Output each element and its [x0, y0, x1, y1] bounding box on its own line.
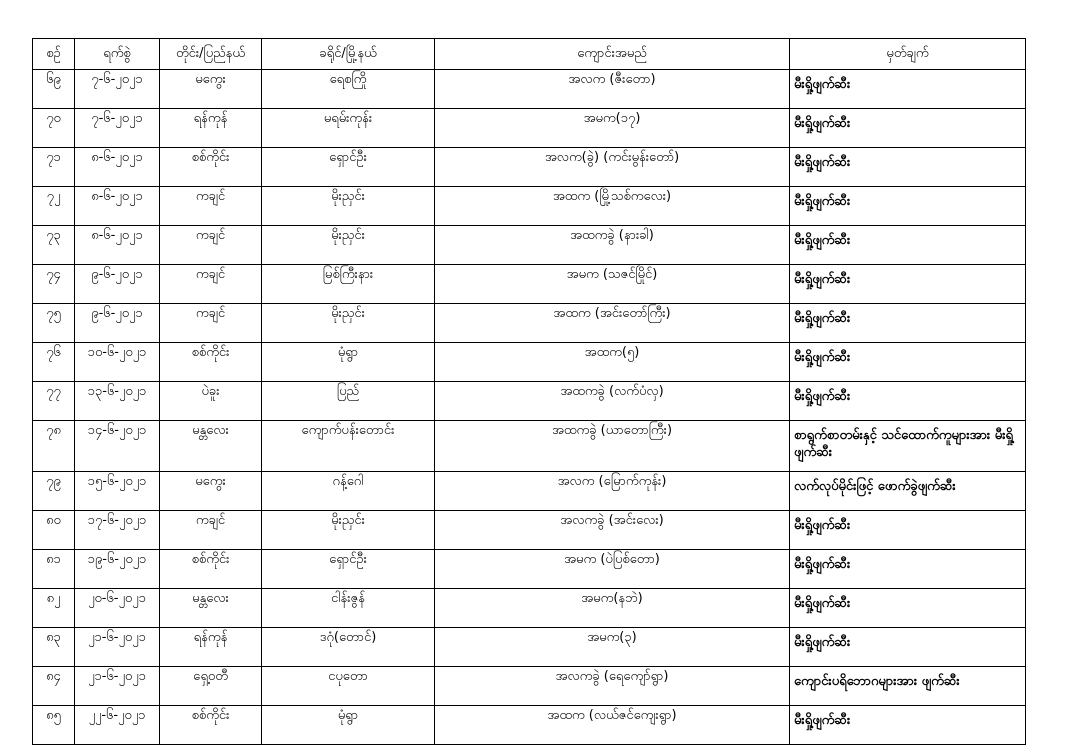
table-row: [33, 304, 1026, 343]
records-table: [32, 38, 1026, 745]
cell-region: ရန်ကုန်: [160, 628, 262, 667]
cell-date: ၁၄-၆-၂၀၂၁: [75, 421, 160, 472]
cell-no: ၇၈: [33, 421, 75, 472]
cell-township: ရှောင်ဦး: [262, 550, 435, 589]
cell-school: အထက (အင်းတော်ကြီး): [435, 304, 790, 343]
cell-school: အမက(၁၇): [435, 109, 790, 148]
cell-remark: ကျောင်းပရိဘောဂများအား ဖျက်ဆီး: [790, 667, 1026, 706]
cell-school: အထကခွဲ (ယာတောကြီး): [435, 421, 790, 472]
cell-region: ကချင်: [160, 511, 262, 550]
cell-township: ငါန်းဇွန်: [262, 589, 435, 628]
cell-region: စစ်ကိုင်း: [160, 550, 262, 589]
cell-no: ၈၂: [33, 589, 75, 628]
cell-no: ၇၀: [33, 109, 75, 148]
cell-school: အမက(နဘဲ): [435, 589, 790, 628]
cell-region: မကွေး: [160, 70, 262, 109]
cell-date: ၈-၆-၂၀၂၁: [75, 226, 160, 265]
cell-township: မိုးညှင်း: [262, 511, 435, 550]
cell-date: ၂၂-၆-၂၀၂၁: [75, 706, 160, 745]
cell-remark: မီးရှို့ဖျက်ဆီး: [790, 550, 1026, 589]
cell-remark: မီးရှို့ဖျက်ဆီး: [790, 226, 1026, 265]
cell-region: စစ်ကိုင်း: [160, 706, 262, 745]
cell-township: ရေစကြို: [262, 70, 435, 109]
cell-township: ပြည်: [262, 382, 435, 421]
table-row: [33, 589, 1026, 628]
cell-date: ၈-၆-၂၀၂၁: [75, 187, 160, 226]
table-row: [33, 511, 1026, 550]
cell-school: အလက (ဇီးတော): [435, 70, 790, 109]
table-row: [33, 472, 1026, 511]
table-body: [33, 70, 1026, 745]
cell-remark: လက်လုပ်မိုင်းဖြင့် ဖောက်ခွဲဖျက်ဆီး: [790, 472, 1026, 511]
cell-no: ၇၆: [33, 343, 75, 382]
cell-region: ပဲခူး: [160, 382, 262, 421]
table-row: [33, 628, 1026, 667]
cell-remark: မီးရှို့ဖျက်ဆီး: [790, 265, 1026, 304]
cell-date: ၇-၆-၂၀၂၁: [75, 70, 160, 109]
cell-no: ၇၃: [33, 226, 75, 265]
cell-no: ၆၉: [33, 70, 75, 109]
cell-region: ရန်ကုန်: [160, 109, 262, 148]
header-remark: မှတ်ချက်: [790, 39, 1026, 70]
cell-township: မုံရွာ: [262, 343, 435, 382]
table-row: [33, 550, 1026, 589]
cell-school: အလက(ခွဲ) (ကင်းမွန်းတော်): [435, 148, 790, 187]
cell-date: ၈-၆-၂၀၂၁: [75, 148, 160, 187]
cell-remark: မီးရှို့ဖျက်ဆီး: [790, 511, 1026, 550]
cell-no: ၈၅: [33, 706, 75, 745]
header-township: ခရိုင်/မြို့နယ်: [262, 39, 435, 70]
cell-remark: စာရွက်စာတမ်းနှင့် သင်ထောက်ကူများအား မီးရှို့ဖျက်ဆီး: [790, 421, 1026, 472]
cell-date: ၁၉-၆-၂၀၂၁: [75, 550, 160, 589]
cell-region: ကချင်: [160, 265, 262, 304]
cell-remark: မီးရှို့ဖျက်ဆီး: [790, 628, 1026, 667]
cell-date: ၁၃-၆-၂၀၂၁: [75, 382, 160, 421]
cell-township: ရှောင်ဦး: [262, 148, 435, 187]
cell-region: စစ်ကိုင်း: [160, 148, 262, 187]
cell-township: မိုးညှင်း: [262, 226, 435, 265]
cell-region: ရှေ့ဝတီ: [160, 667, 262, 706]
cell-township: မိုးညှင်း: [262, 187, 435, 226]
cell-school: အလက (မြောက်ကုန်း): [435, 472, 790, 511]
cell-school: အထက (မြို့သစ်ကလေး): [435, 187, 790, 226]
table-row: [33, 667, 1026, 706]
cell-no: ၇၇: [33, 382, 75, 421]
cell-remark: မီးရှို့ဖျက်ဆီး: [790, 70, 1026, 109]
cell-region: မန္တလေး: [160, 421, 262, 472]
cell-no: ၇၄: [33, 265, 75, 304]
cell-date: ၉-၆-၂၀၂၁: [75, 304, 160, 343]
cell-remark: မီးရှို့ဖျက်ဆီး: [790, 589, 1026, 628]
cell-region: မကွေး: [160, 472, 262, 511]
cell-no: ၇၁: [33, 148, 75, 187]
table-row: [33, 706, 1026, 745]
cell-no: ၇၂: [33, 187, 75, 226]
cell-no: ၈၃: [33, 628, 75, 667]
cell-date: ၁၀-၆-၂၀၂၁: [75, 343, 160, 382]
header-row: [33, 39, 1026, 70]
cell-school: အလကခွဲ (ရေကျော်ရွာ): [435, 667, 790, 706]
cell-school: အမက(၃): [435, 628, 790, 667]
cell-school: အမက (ပဲပြစ်တော): [435, 550, 790, 589]
cell-remark: မီးရှို့ဖျက်ဆီး: [790, 187, 1026, 226]
header-school: ကျောင်းအမည်: [435, 39, 790, 70]
table-row: [33, 148, 1026, 187]
cell-township: မရမ်းကုန်း: [262, 109, 435, 148]
cell-region: မန္တလေး: [160, 589, 262, 628]
cell-remark: မီးရှို့ဖျက်ဆီး: [790, 148, 1026, 187]
cell-date: ၂၁-၆-၂၀၂၁: [75, 667, 160, 706]
cell-no: ၈၀: [33, 511, 75, 550]
cell-remark: မီးရှို့ဖျက်ဆီး: [790, 304, 1026, 343]
cell-school: အထကခွဲ (လက်ပံလှ): [435, 382, 790, 421]
cell-township: မြစ်ကြီးနား: [262, 265, 435, 304]
cell-township: မုံရွာ: [262, 706, 435, 745]
cell-township: ဒဂုံ(တောင်): [262, 628, 435, 667]
cell-no: ၈၁: [33, 550, 75, 589]
cell-no: ၇၅: [33, 304, 75, 343]
header-date: ရက်စွဲ: [75, 39, 160, 70]
cell-region: ကချင်: [160, 226, 262, 265]
cell-no: ၇၉: [33, 472, 75, 511]
table-row: [33, 265, 1026, 304]
table-row: [33, 70, 1026, 109]
cell-no: ၈၄: [33, 667, 75, 706]
cell-region: ကချင်: [160, 304, 262, 343]
table-row: [33, 382, 1026, 421]
cell-remark: မီးရှို့ဖျက်ဆီး: [790, 109, 1026, 148]
table-row: [33, 343, 1026, 382]
header-region: တိုင်း/ပြည်နယ်: [160, 39, 262, 70]
table-row: [33, 421, 1026, 472]
cell-date: ၂၀-၆-၂၀၂၁: [75, 589, 160, 628]
table-row: [33, 187, 1026, 226]
cell-date: ၉-၆-၂၀၂၁: [75, 265, 160, 304]
cell-township: ကျောက်ပန်းတောင်း: [262, 421, 435, 472]
cell-school: အမက (သဇင်မြိုင်): [435, 265, 790, 304]
cell-date: ၂၁-၆-၂၀၂၁: [75, 628, 160, 667]
cell-township: မိုးညှင်း: [262, 304, 435, 343]
cell-remark: မီးရှို့ဖျက်ဆီး: [790, 382, 1026, 421]
cell-township: ဂန့်ဂေါ: [262, 472, 435, 511]
cell-region: ကချင်: [160, 187, 262, 226]
cell-region: စစ်ကိုင်း: [160, 343, 262, 382]
cell-remark: မီးရှို့ဖျက်ဆီး: [790, 343, 1026, 382]
cell-school: အလကခွဲ (အင်းလေး): [435, 511, 790, 550]
table-row: [33, 226, 1026, 265]
cell-school: အထက(၅): [435, 343, 790, 382]
cell-date: ၁၇-၆-၂၀၂၁: [75, 511, 160, 550]
cell-remark: မီးရှို့ဖျက်ဆီး: [790, 706, 1026, 745]
cell-school: အထက (လယ်ဇင်ကျေးရွာ): [435, 706, 790, 745]
cell-township: ငပုတော: [262, 667, 435, 706]
cell-date: ၇-၆-၂၀၂၁: [75, 109, 160, 148]
table-row: [33, 109, 1026, 148]
cell-school: အထကခွဲ (နားခါ): [435, 226, 790, 265]
header-no: စဉ်: [33, 39, 75, 70]
cell-date: ၁၅-၆-၂၀၂၁: [75, 472, 160, 511]
